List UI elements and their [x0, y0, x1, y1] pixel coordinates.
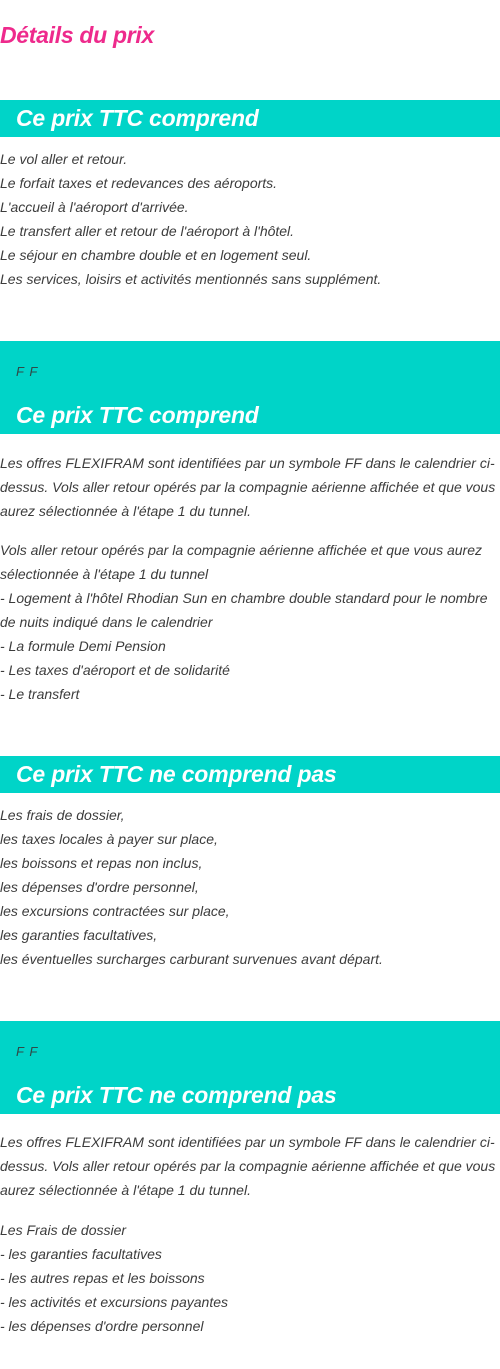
- list-item: - les dépenses d'ordre personnel: [0, 1318, 204, 1334]
- excludes-list: [0, 803, 500, 971]
- section-heading: Ce prix TTC comprend: [16, 105, 259, 131]
- flexifram-detail-text: Vols aller retour opérés par la compagnie aérienne affichée et que vous aurez sélectionnée à l'étape 1 du tunnel: [0, 542, 482, 582]
- list-item: - les activités et excursions payantes: [0, 1294, 228, 1310]
- includes-list: [0, 147, 500, 291]
- list-item: les excursions contractées sur place,: [0, 903, 230, 919]
- ff-badge: F F: [16, 364, 39, 379]
- list-item: Le séjour en chambre double et en logement seul.: [0, 247, 312, 263]
- section-heading: Ce prix TTC comprend: [16, 402, 259, 428]
- section-header-flexifram-excludes: [0, 1021, 500, 1114]
- flexifram-excludes-list: [0, 1218, 500, 1338]
- section-header-includes: [0, 100, 500, 137]
- list-item: Le vol aller et retour.: [0, 151, 128, 167]
- list-item: L'accueil à l'aéroport d'arrivée.: [0, 199, 189, 215]
- list-item: Le transfert aller et retour de l'aéroport à l'hôtel.: [0, 223, 295, 239]
- list-item: les éventuelles surcharges carburant survenues avant départ.: [0, 951, 383, 967]
- list-item: les garanties facultatives,: [0, 927, 158, 943]
- list-item: Les services, loisirs et activités mentionnés sans supplément.: [0, 271, 382, 287]
- list-item: - Les taxes d'aéroport et de solidarité: [0, 662, 230, 678]
- flexifram-intro-text: Les offres FLEXIFRAM sont identifiées par un symbole FF dans le calendrier ci-dessus. Vols aller retour opérés par la compagnie aérienne affichée et que vous aurez sélectionnée à l'étape 1 du tunnel.: [0, 1134, 496, 1198]
- list-item: Les frais de dossier,: [0, 807, 125, 823]
- section-header-flexifram-includes: [0, 341, 500, 434]
- list-item: - les autres repas et les boissons: [0, 1270, 205, 1286]
- flexifram-includes-list: [0, 538, 498, 706]
- list-item: - La formule Demi Pension: [0, 638, 166, 654]
- section-heading: Ce prix TTC ne comprend pas: [16, 1082, 337, 1108]
- list-item: - les garanties facultatives: [0, 1246, 162, 1262]
- list-item: les boissons et repas non inclus,: [0, 855, 203, 871]
- ff-badge: F F: [16, 1044, 39, 1059]
- page-title: Détails du prix: [0, 22, 154, 48]
- list-item: Le forfait taxes et redevances des aéroports.: [0, 175, 278, 191]
- flexifram-intro-text: Les offres FLEXIFRAM sont identifiées par un symbole FF dans le calendrier ci-dessus. Vols aller retour opérés par la compagnie aérienne affichée et que vous aurez sélectionnée à l'étape 1 du tunnel.: [0, 455, 496, 519]
- section-header-excludes: [0, 756, 500, 793]
- list-item: - Logement à l'hôtel Rhodian Sun en chambre double standard pour le nombre de nuits indiqué dans le calendrier: [0, 590, 488, 630]
- section-heading: Ce prix TTC ne comprend pas: [16, 761, 337, 787]
- list-item: Les Frais de dossier: [0, 1222, 127, 1238]
- list-item: les dépenses d'ordre personnel,: [0, 879, 199, 895]
- list-item: - Le transfert: [0, 686, 80, 702]
- list-item: les taxes locales à payer sur place,: [0, 831, 218, 847]
